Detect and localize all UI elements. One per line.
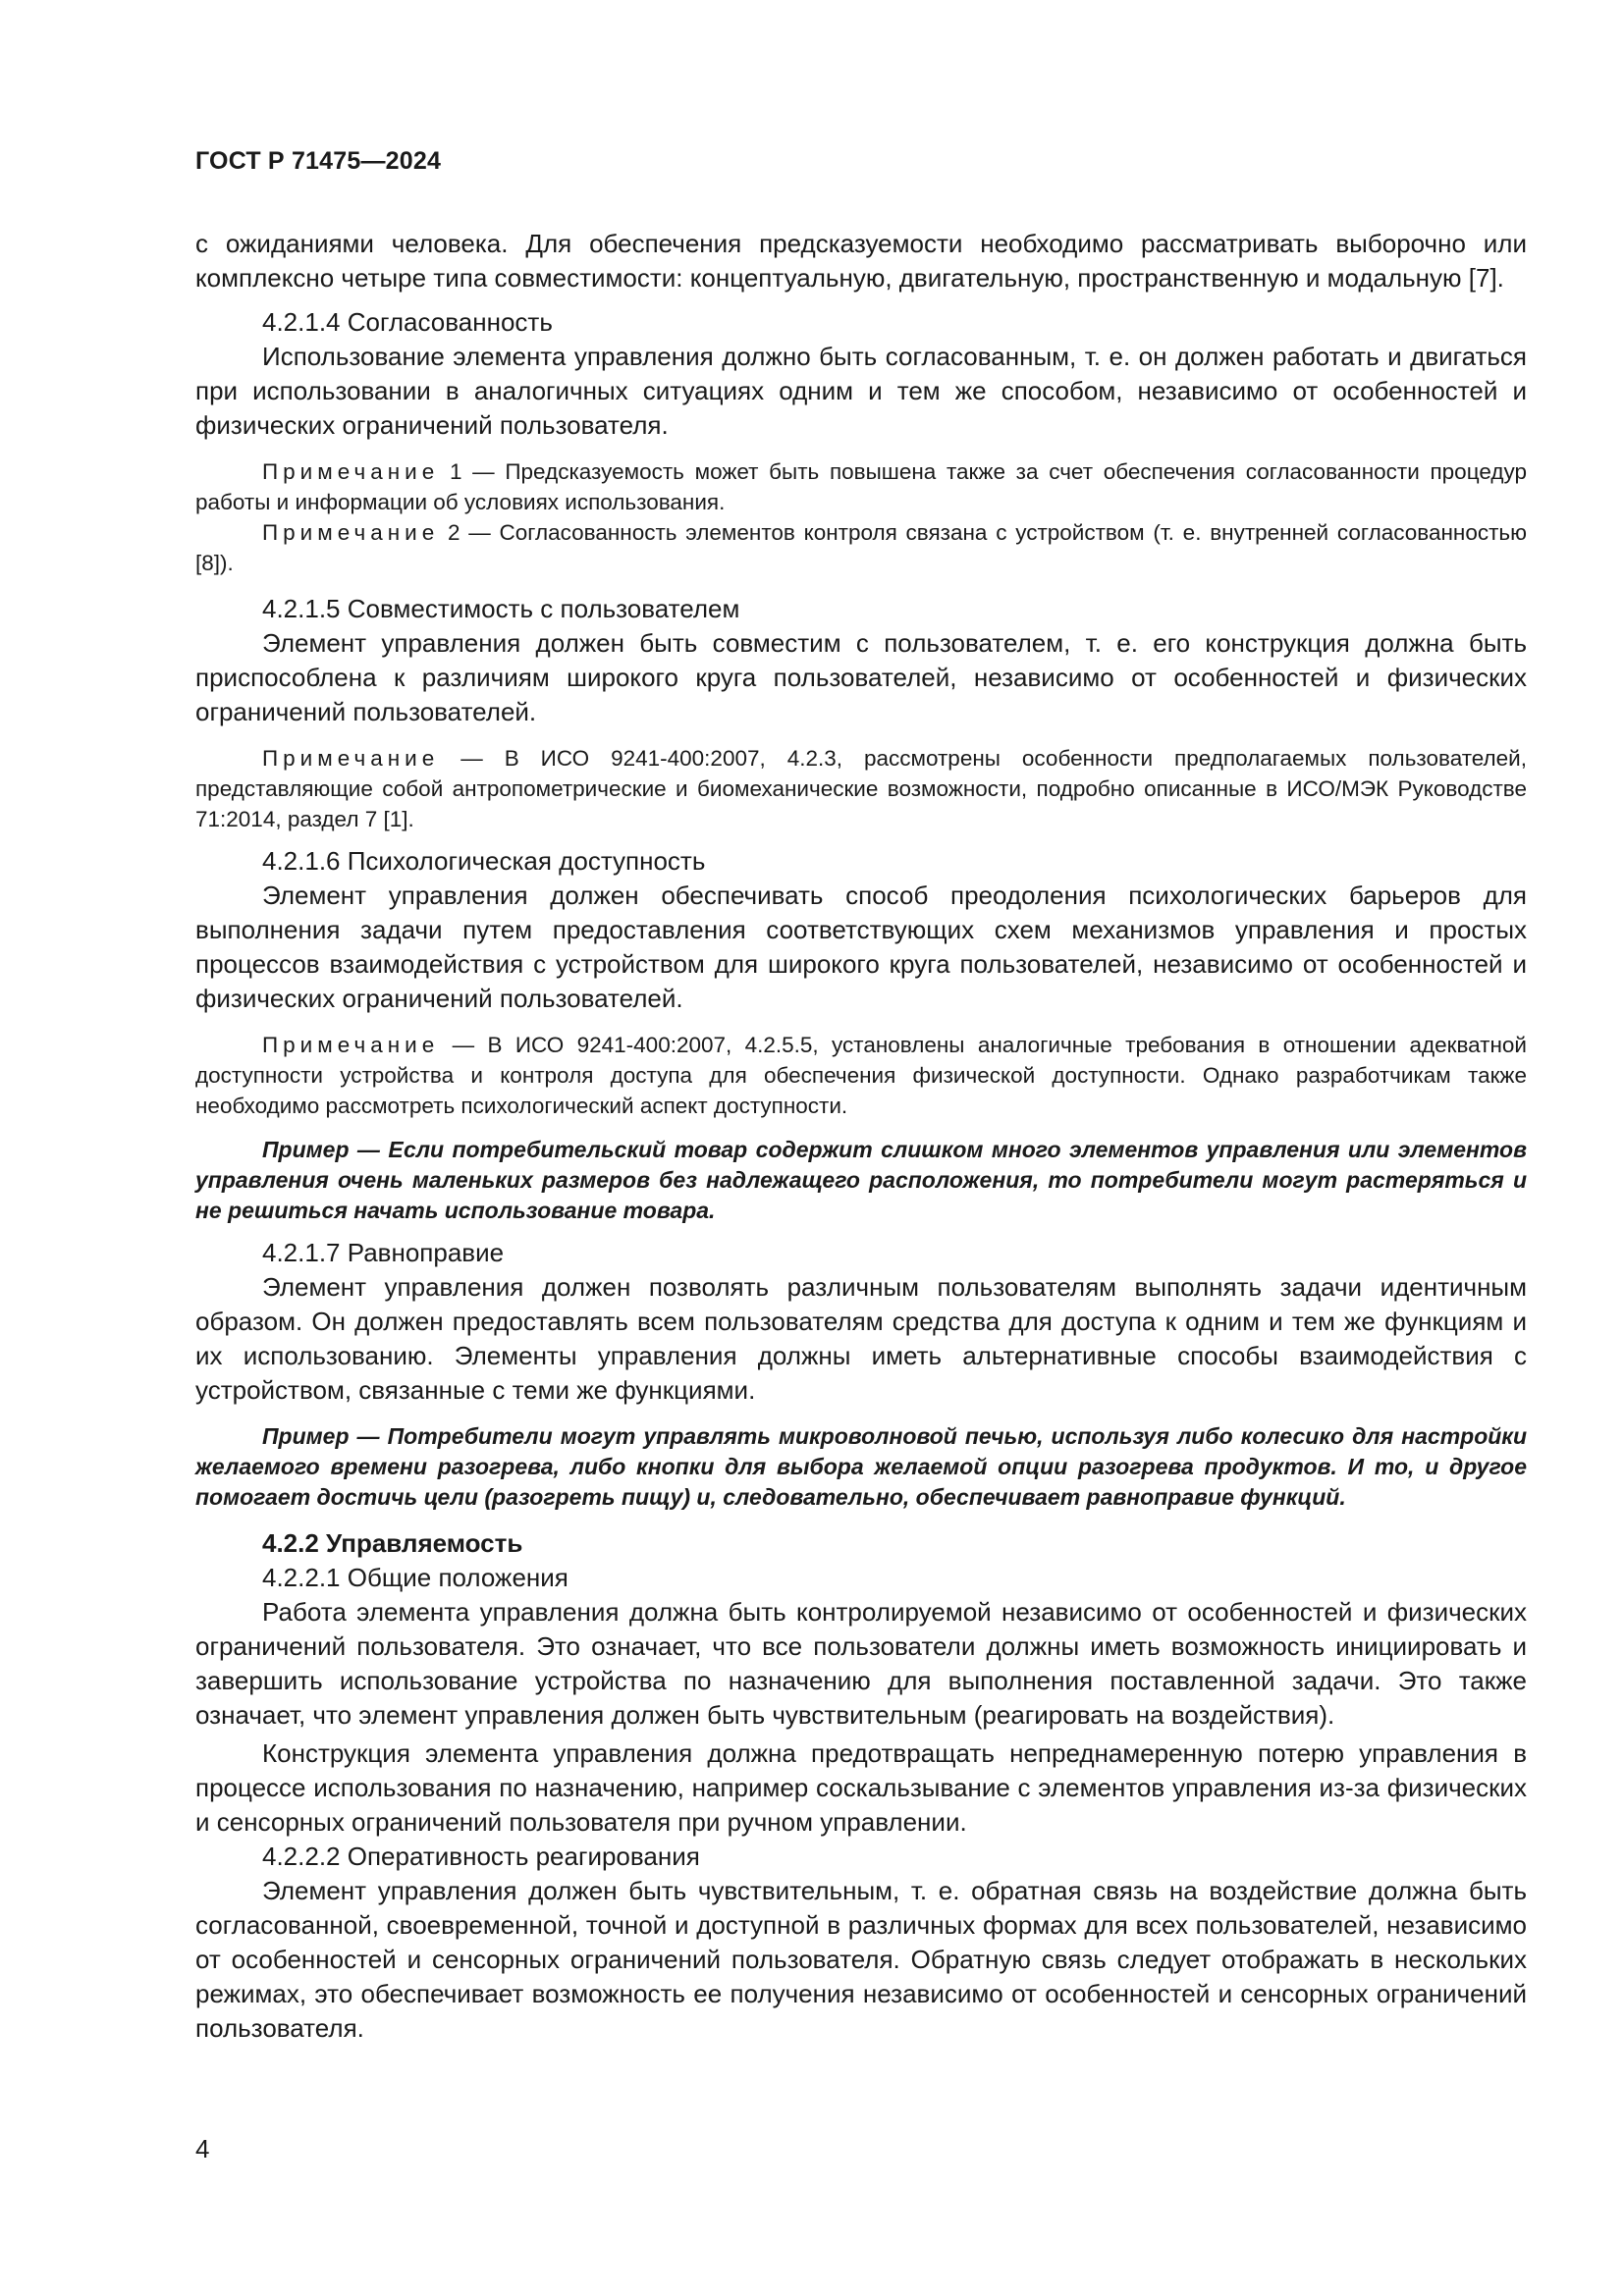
paragraph-4-2-1-5: Элемент управления должен быть совместим с пользователем, т. е. его конструкция должна быть приспособлена к различиям широкого круга пользователей, независимо от особенностей и физических ограничений пользователей. <box>195 628 1527 726</box>
section-heading-4-2-2-1: 4.2.2.1 Общие положения <box>262 1563 568 1592</box>
section-heading-4-2-1-6: 4.2.1.6 Психологическая доступность <box>262 846 706 876</box>
paragraph-intro: с ожиданиями человека. Для обеспечения предсказуемости необходимо рассматривать выборочно или комплексно четыре типа совместимости: концептуальную, двигательную, пространственную и модальную [7]. <box>195 229 1527 293</box>
section-heading-4-2-2: 4.2.2 Управляемость <box>262 1528 523 1558</box>
note-label: Примечание <box>262 1033 440 1057</box>
example-1: Пример — Если потребительский товар содержит слишком много элементов управления или элементов управления очень маленьких размеров без надлежащего расположения, то потребители могут растеряться и не решиться начать использование товара. <box>195 1137 1527 1223</box>
note-4 <box>195 1030 1527 1121</box>
paragraph-4-2-2-1-a: Работа элемента управления должна быть контролируемой независимо от особенностей и физических ограничений пользователя. Это означает, что все пользователи должны иметь возможность инициировать и завершить использование устройства по назначению для выполнения поставленной задачи. Это также означает, что элемент управления должен быть чувствительным (реагировать на воздействия). <box>195 1597 1527 1730</box>
note-text: 1 — Предсказуемость может быть повышена также за счет обеспечения согласованности процедур работы и информации об условиях использования. <box>195 459 1527 514</box>
paragraph-4-2-2-1-b: Конструкция элемента управления должна предотвращать непреднамеренную потерю управления в процессе использования по назначению, например соскальзывание с элементов управления из-за физических и сенсорных ограничений пользователя при ручном управлении. <box>195 1738 1527 1837</box>
section-heading-4-2-1-4: 4.2.1.4 Согласованность <box>262 307 553 337</box>
note-text: 2 — Согласованность элементов контроля связана с устройством (т. е. внутренней согласованностью [8]). <box>195 520 1527 575</box>
page-number: 4 <box>195 2134 210 2163</box>
note-3 <box>195 743 1527 834</box>
section-heading-4-2-1-5: 4.2.1.5 Совместимость с пользователем <box>262 594 740 623</box>
page-content <box>195 147 1527 2046</box>
document-header: ГОСТ Р 71475—2024 <box>195 147 442 175</box>
note-2 <box>195 517 1527 578</box>
paragraph-4-2-1-4: Использование элемента управления должно быть согласованным, т. е. он должен работать и двигаться при использовании в аналогичных ситуациях одним и тем же способом, независимо от особенностей и физических ограничений пользователя. <box>195 342 1527 440</box>
paragraph-4-2-1-6: Элемент управления должен обеспечивать способ преодоления психологических барьеров для выполнения задачи путем предоставления соответствующих схем механизмов управления и простых процессов взаимодействия с устройством для широкого круга пользователей, независимо от особенностей и физических ограничений пользователей. <box>195 881 1527 1013</box>
example-2: Пример — Потребители могут управлять микроволновой печью, используя либо колесико для настройки желаемого времени разогрева, либо кнопки для выбора желаемой опции разогрева продуктов. И то, и другое помогает достичь цели (разогреть пищу) и, следовательно, обеспечивает равноправие функций. <box>195 1423 1527 1510</box>
note-label: Примечание <box>262 459 440 484</box>
paragraph-4-2-1-7: Элемент управления должен позволять различным пользователям выполнять задачи идентичным образом. Он должен предоставлять всем пользователям средства для доступа к одним и тем же функциям и их использованию. Элементы управления должны иметь альтернативные способы взаимодействия с устройством, связанные с теми же функциями. <box>195 1272 1527 1405</box>
paragraph-4-2-2-2: Элемент управления должен быть чувствительным, т. е. обратная связь на воздействие должна быть согласованной, своевременной, точной и доступной в различных формах для всех пользователей, независимо от особенностей и сенсорных ограничений пользователя. Обратную связь следует отображать в нескольких режимах, это обеспечивает возможность ее получения независимо от особенностей и сенсорных ограничений пользователя. <box>195 1876 1527 2043</box>
note-label: Примечание <box>262 746 440 771</box>
note-text: — В ИСО 9241-400:2007, 4.2.3, рассмотрены особенности предполагаемых пользователей, представляющие собой антропометрические и биомеханические возможности, подробно описанные в ИСО/МЭК Руководстве 71:2014, раздел 7 [1]. <box>195 746 1527 831</box>
note-text: — В ИСО 9241-400:2007, 4.2.5.5, установлены аналогичные требования в отношении адекватной доступности устройства и контроля доступа для обеспечения физической доступности. Однако разработчикам также необходимо рассмотреть психологический аспект доступности. <box>195 1033 1527 1118</box>
section-heading-4-2-2-2: 4.2.2.2 Оперативность реагирования <box>262 1842 700 1871</box>
section-heading-4-2-1-7: 4.2.1.7 Равноправие <box>262 1238 505 1267</box>
note-1 <box>195 456 1527 517</box>
note-label: Примечание <box>262 520 440 545</box>
